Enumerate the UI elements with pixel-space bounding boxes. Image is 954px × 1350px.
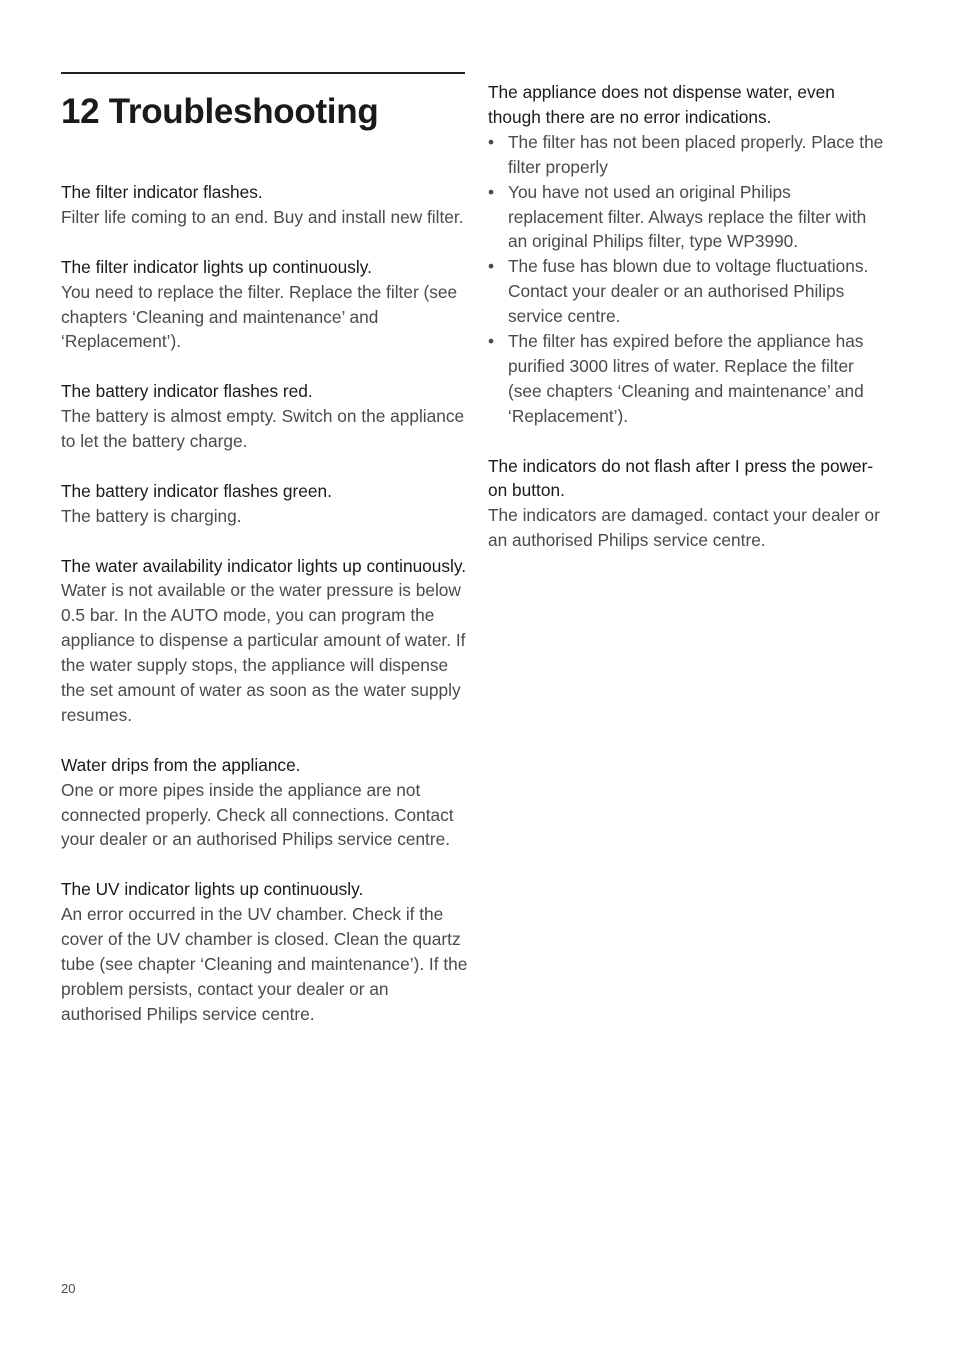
troubleshooting-entry bbox=[488, 454, 890, 554]
bullet-icon: • bbox=[488, 131, 495, 152]
chapter-title: 12 Troubleshooting bbox=[61, 92, 379, 131]
solution-text: You need to replace the filter. Replace the filter (see chapters ‘Cleaning and maintenance’ and ‘Replacement’). bbox=[61, 281, 458, 352]
troubleshooting-entry bbox=[488, 80, 890, 429]
list-item-text: The filter has expired before the appliance has purified 3000 litres of water. Replace the filter (see chapters ‘Cleaning and maintenance’ and ‘Replacement’). bbox=[508, 331, 864, 426]
solution-text: Water is not available or the water pressure is below 0.5 bar. In the AUTO mode, you can program the appliance to dispense a particular amount of water. If the water supply stops, the appliance will dispense the set amount of water as soon as the water supply resumes. bbox=[61, 580, 466, 725]
solution-text: The indicators are damaged. contact your dealer or an authorised Philips service centre. bbox=[488, 505, 880, 551]
problem-heading: Water drips from the appliance. bbox=[61, 754, 301, 775]
problem-heading: The battery indicator flashes red. bbox=[61, 381, 313, 402]
problem-heading: The water availability indicator lights up continuously. bbox=[61, 555, 467, 576]
troubleshooting-entry bbox=[61, 554, 471, 728]
solution-text: One or more pipes inside the appliance are not connected properly. Check all connections. Contact your dealer or an authorised Philips service centre. bbox=[61, 779, 454, 850]
troubleshooting-entry bbox=[61, 479, 471, 529]
problem-heading: The filter indicator flashes. bbox=[61, 182, 263, 202]
list-item-text: The fuse has blown due to voltage fluctuations. Contact your dealer or an authorised Philips service centre. bbox=[508, 256, 869, 327]
problem-heading: The appliance does not dispense water, even though there are no error indications. bbox=[488, 82, 835, 127]
solution-text: The battery is charging. bbox=[61, 505, 242, 526]
solution-text: An error occurred in the UV chamber. Check if the cover of the UV chamber is closed. Clean the quartz tube (see chapter ‘Cleaning and maintenance’). If the problem persists, contact your dealer or an authorised Philips service centre. bbox=[61, 904, 468, 1024]
troubleshooting-entry bbox=[61, 379, 471, 454]
list-item bbox=[488, 180, 890, 255]
troubleshooting-entry bbox=[61, 753, 471, 853]
problem-heading: The indicators do not flash after I press the power-on button. bbox=[488, 455, 874, 501]
chapter-rule bbox=[61, 72, 465, 74]
solution-text: Filter life coming to an end. Buy and install new filter. bbox=[61, 206, 464, 227]
right-column bbox=[488, 80, 890, 578]
cause-list bbox=[488, 130, 890, 429]
list-item bbox=[488, 254, 890, 329]
solution-text: The battery is almost empty. Switch on the appliance to let the battery charge. bbox=[61, 406, 465, 452]
list-item-text: The filter has not been placed properly. Place the filter properly bbox=[508, 131, 884, 177]
troubleshooting-entry bbox=[61, 180, 471, 230]
problem-heading: The UV indicator lights up continuously. bbox=[61, 879, 364, 900]
list-item-text: You have not used an original Philips replacement filter. Always replace the filter with an original Philips filter, type WP3990. bbox=[508, 181, 867, 252]
bullet-icon: • bbox=[488, 256, 495, 277]
list-item bbox=[488, 329, 890, 429]
bullet-icon: • bbox=[488, 331, 495, 352]
problem-heading: The filter indicator lights up continuously. bbox=[61, 256, 372, 277]
problem-heading: The battery indicator flashes green. bbox=[61, 480, 332, 501]
page-number: 20 bbox=[61, 1281, 76, 1296]
list-item bbox=[488, 130, 890, 180]
left-column bbox=[61, 180, 471, 1052]
bullet-icon: • bbox=[488, 181, 495, 202]
troubleshooting-entry bbox=[61, 255, 471, 355]
troubleshooting-entry bbox=[61, 877, 471, 1026]
